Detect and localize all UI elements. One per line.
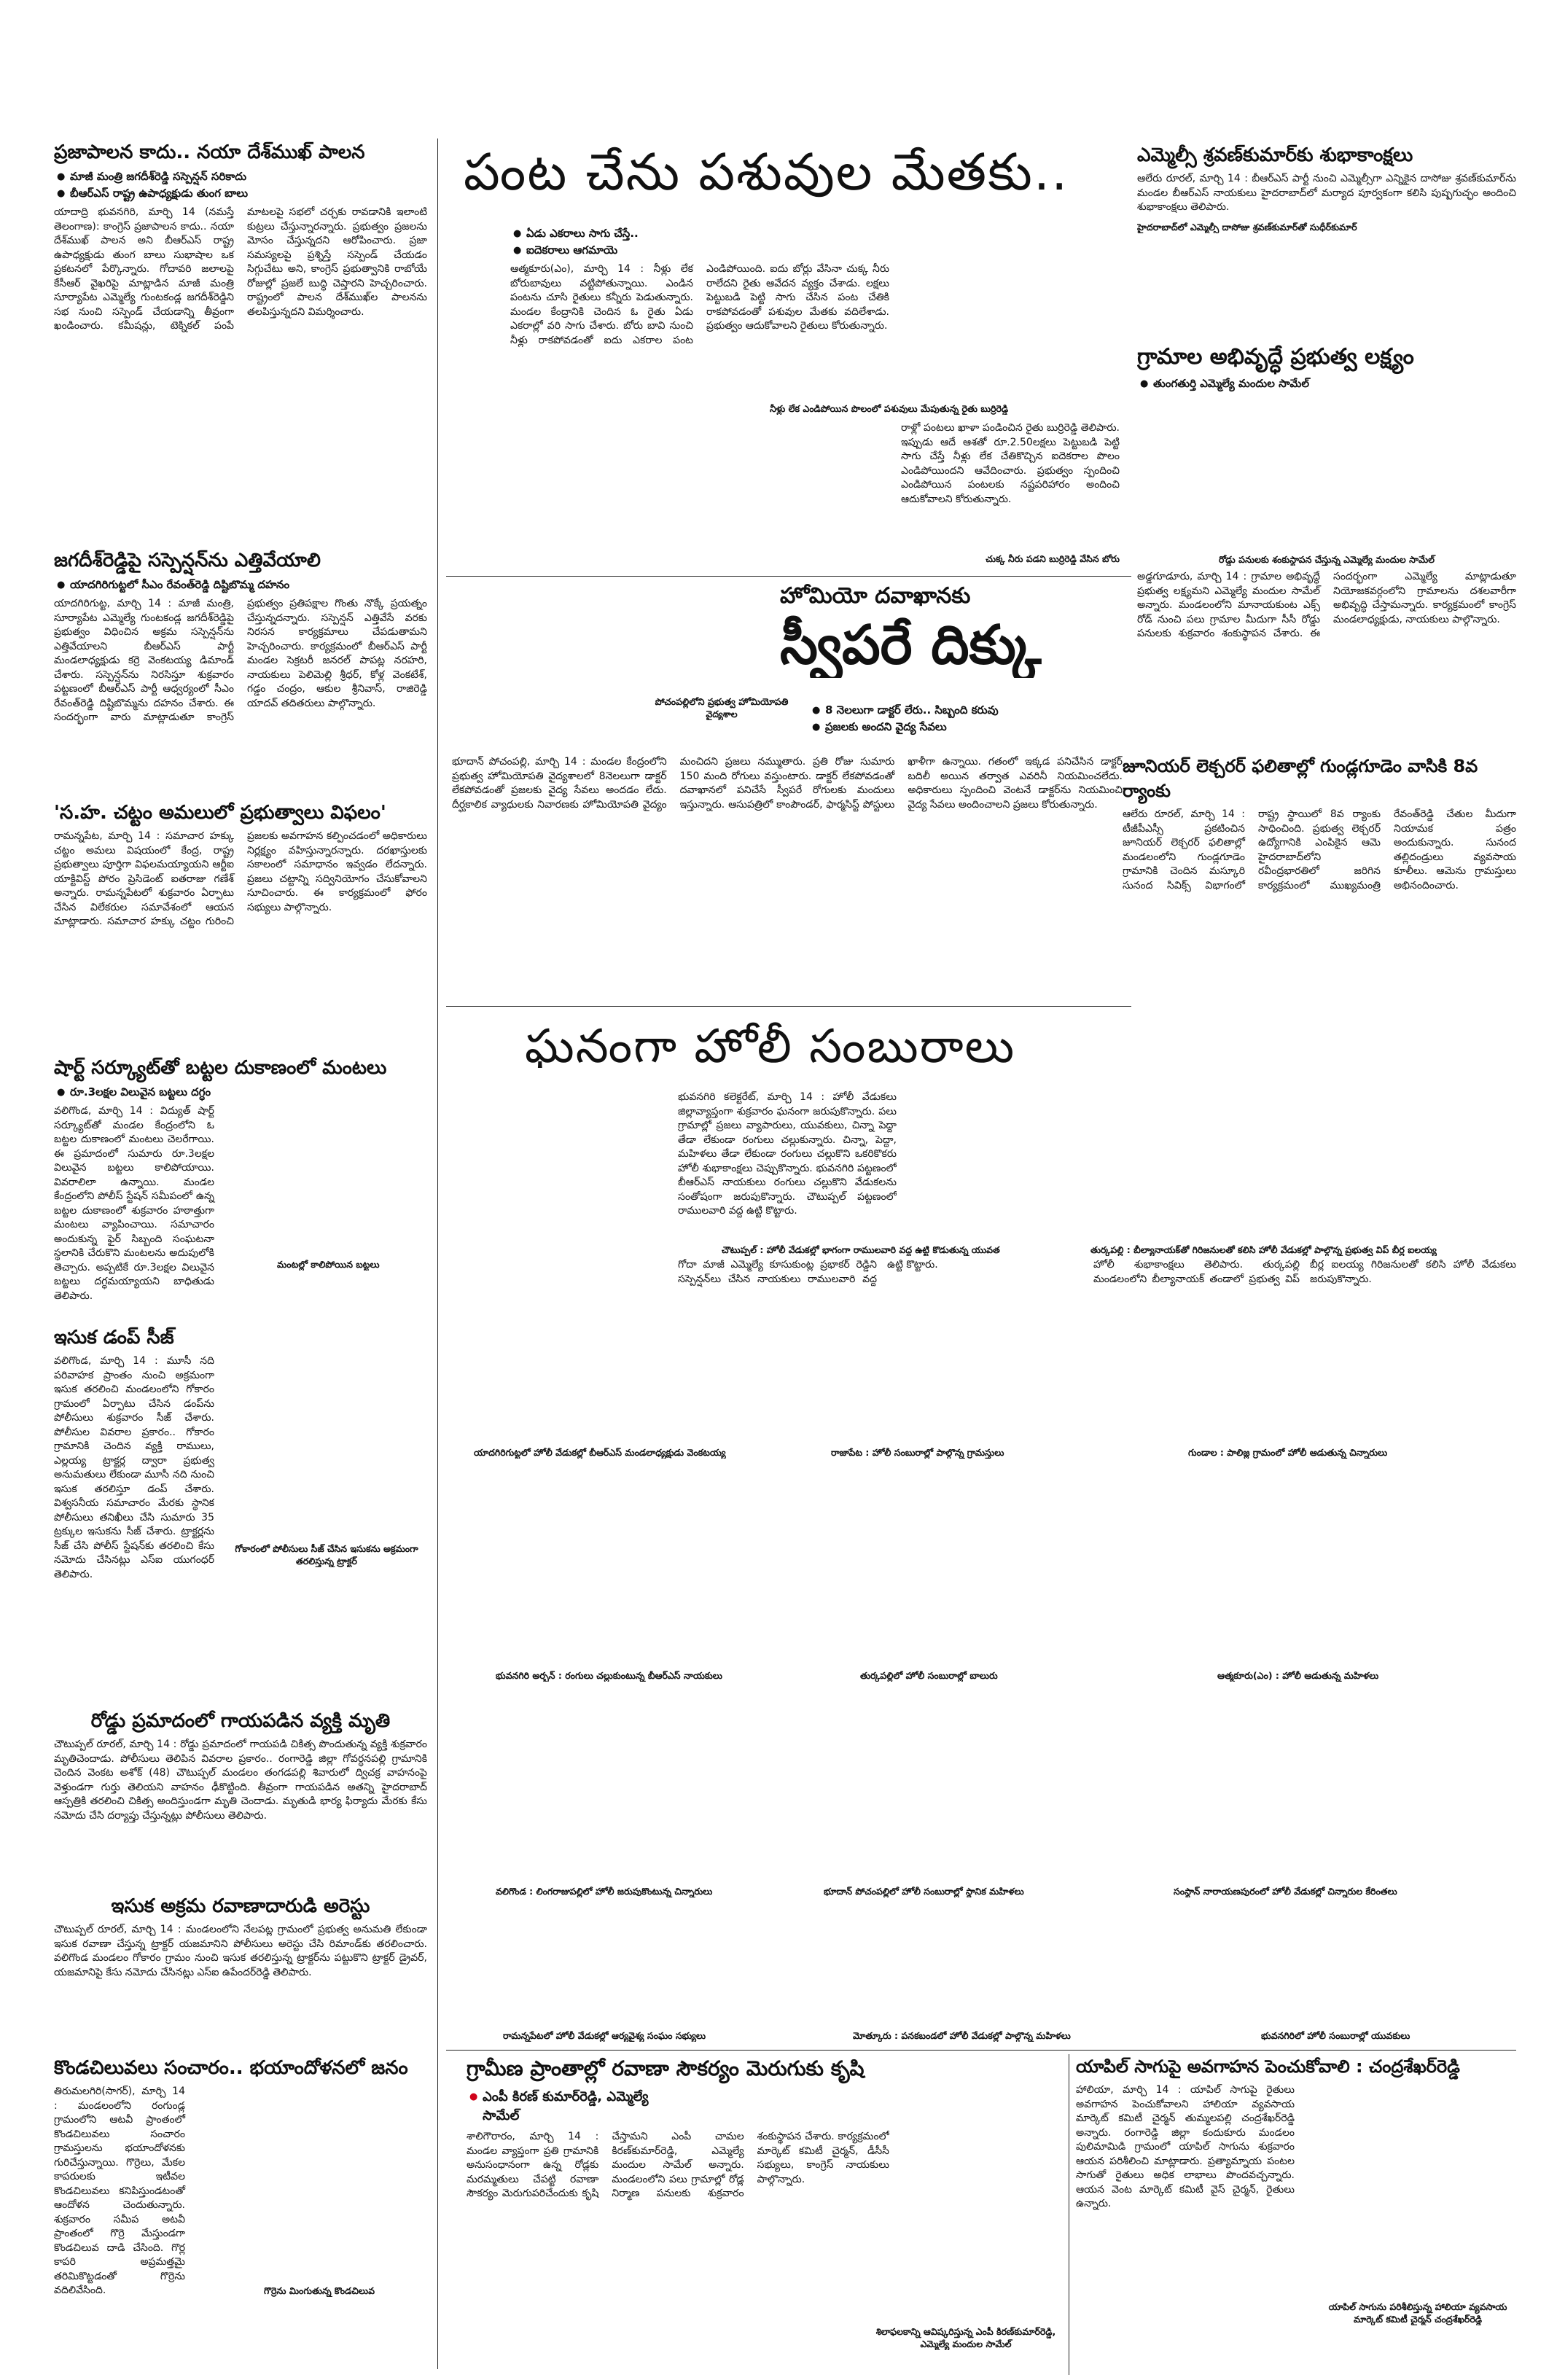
article-lecturer <box>1123 754 1516 1009</box>
photo-caption: శిలాఫలకాన్ని ఆవిష్కరిస్తున్న ఎంపీ కిరణ్‌కుమార్‌రెడ్డి, ఎమ్మెల్యే మందుల సామేల్ <box>875 2326 1056 2349</box>
headline: గ్రామాల అభివృద్ధే ప్రభుత్వ లక్ష్యం <box>1137 344 1414 370</box>
photo-caption: మోత్కూరు : పనకబండలో హోలీ వేడుకల్లో పాల్గొన్న మహిళలు <box>853 2030 1071 2041</box>
bullet: ● ప్రజలకు అందని వైద్య సేవలు <box>825 719 1123 735</box>
headline: 'స.హ. చట్టం అమలులో ప్రభుత్వాలు విఫలం' <box>54 802 386 824</box>
article-body: హాలియా, మార్చి 14 : యాపిల్ సాగుపై రైతులు అవగాహన పెంచుకోవాలని హాలియా వ్యవసాయ మార్కెట్ కమిటీ చైర్మన్ తుమ్మలపల్లి చంద్రశేఖర్‌రెడ్డి అన్నారు. రంగారెడ్డి జిల్లా కందుకూరు మండలం పులిమామిడి గ్రామంలో యాపిల్ సాగును శుక్రవారం ఆయన పరిశీలించి మాట్లాడారు. ప్రత్యామ్నాయ పంటల సాగుతో రైతులు అధిక లాభాలు పొందవచ్చన్నారు. ఆయన వెంట మార్కెట్ కమిటీ వైస్ చైర్మన్, రైతులు ఉన్నారు. <box>1076 2084 1295 2209</box>
photo-caption: సంస్థాన్ నారాయణపురంలో హోలీ వేడుకల్లో చిన్నారుల కేరింతలు <box>1174 1886 1397 1897</box>
bullet: ● 8 నెలలుగా డాక్టర్ లేరు.. సిబ్బంది కరువు <box>825 703 1123 718</box>
article-jagadish-suspension <box>54 548 427 796</box>
article-body: ఆలేరు రూరల్, మార్చి 14 : టీజీపీఎస్సీ ప్రకటించిన జూనియర్ లెక్చరర్ ఫలితాల్లో మండలంలోని గుండ్లగూడెం గ్రామానికి చెందిన మస్కూరి సునంద సివిక్స్ విభాగంలో రాష్ట్ర స్థాయిలో 8వ ర్యాంకు సాధించింది. ప్రభుత్వ లెక్చరర్ ఉద్యోగానికి ఎంపికైన ఆమె హైదరాబాద్‌లోని రవీంద్రభారతిలో జరిగిన కార్యక్రమంలో ముఖ్యమంత్రి రేవంత్‌రెడ్డి చేతుల మీదుగా నియామక పత్రం అందుకున్నారు. సునంద తల్లిదండ్రులు వ్యవసాయ కూలీలు. ఆమెను గ్రామస్తులు అభినందించారు. <box>1123 808 1516 891</box>
photo-caption: భువనగిరి అర్బన్ : రంగులు చల్లుకుంటున్న బీఆర్ఎస్ నాయకులు <box>496 1670 722 1681</box>
photo-caption: హైదరాబాద్‌లో ఎమ్మెల్సీ దాసోజు శ్రవణ్‌కుమార్‌తో సుధీర్‌కుమార్ <box>1137 221 1357 233</box>
photo-caption: యాదగిరిగుట్టలో హోలీ వేడుకల్లో బీఆర్ఎస్ మండలాధ్యక్షుడు వెంకటయ్య <box>474 1447 726 1458</box>
photo-caption: ఆత్మకూరు(ఎం) : హోలీ ఆడుతున్న మహిళలు <box>1217 1670 1379 1681</box>
article-body: ఆత్మకూరు(ఎం), మార్చి 14 : నీళ్లు లేక బోరుబావులు వట్టిపోతున్నాయి. ఎండిన పంటను చూసి రైతులు కన్నీరు పెడుతున్నారు. మండల కేంద్రానికి చెందిన ఓ రైతు ఏడు ఎకరాల్లో వరి సాగు చేశారు. బోరు బావి నుంచి నీళ్లు రాకపోవడంతో ఐదు ఎకరాల పంట ఎండిపోయింది. ఐదు బోర్లు వేసినా చుక్క నీరు రాలేదని రైతు ఆవేదన వ్యక్తం చేశాడు. లక్షలు పెట్టుబడి పెట్టి సాగు చేసిన పంట చేతికి రాకపోవడంతో పశువుల మేతకు వదిలేశాడు. ప్రభుత్వం ఆదుకోవాలని రైతులు కోరుతున్నారు. <box>510 263 889 346</box>
photo-foundation <box>897 2107 1064 2311</box>
photo-caption: మంటల్లో కాలిపోయిన బట్టలు <box>277 1259 380 1270</box>
article-rti <box>54 800 427 1048</box>
article-body: వలిగొండ, మార్చి 14 : విద్యుత్ షార్ట్ సర్క్యూట్‌తో మండల కేంద్రంలోని ఓ బట్టల దుకాణంలో మంటలు చెలరేగాయి. ఈ ప్రమాదంలో సుమారు రూ.3లక్షల విలువైన బట్టలు కాలిపోయాయి. వివరాలిలా ఉన్నాయి. మండల కేంద్రంలోని పోలీస్ స్టేషన్ సమీపంలో ఉన్న బట్టల దుకాణంలో శుక్రవారం హఠాత్తుగా మంటలు వ్యాపించాయి. సమాచారం అందుకున్న ఫైర్ సిబ్బంది సంఘటనా స్థలానికి చేరుకొని మంటలను అదుపులోకి తెచ్చారు. అప్పటికే రూ.3లక్షల విలువైన బట్టలు దగ్ధమయ్యాయని బాధితుడు తెలిపారు. <box>54 1105 214 1302</box>
headline: ఇసుక అక్రమ రవాణాదారుడి అరెస్టు <box>111 1895 370 1917</box>
lead-headline: పంట చేను పశువుల మేతకు.. <box>464 142 1069 202</box>
column-rule <box>437 138 438 2369</box>
headline: రోడ్డు ప్రమాదంలో గాయపడిన వ్యక్తి మృతి <box>90 1710 391 1732</box>
photo-road <box>1137 393 1516 553</box>
photo-holi-2 <box>1123 1079 1516 1239</box>
headline: కొండచిలువలు సంచారం.. భయాందోళనలో జనం <box>54 2057 408 2079</box>
photo-caption: భువనగిరిలో హోలీ సంబురాల్లో యువకులు <box>1261 2030 1410 2041</box>
holi-article <box>678 1086 897 1239</box>
article-body: వలిగొండ, మార్చి 14 : మూసీ నది పరివాహక ప్రాంతం నుంచి అక్రమంగా ఇసుక తరలించి మండలంలోని గోకారం గ్రామంలో ఏర్పాటు చేసిన డంప్‌ను పోలీసులు శుక్రవారం సీజ్ చేశారు. పోలీసుల వివరాల ప్రకారం.. గోకారం గ్రామానికి చెందిన వ్యక్తి రాములు, ఎల్లయ్య ట్రాక్టర్ల ద్వారా ప్రభుత్వ అనుమతులు లేకుండా మూసీ నది నుంచి ఇసుక తరలిస్తూ డంప్ చేశారు. విశ్వసనీయ సమాచారం మేరకు స్థానిక పోలీసులు తనిఖీలు చేసి సుమారు 35 ట్రక్కుల ఇసుకను సీజ్ చేశారు. ట్రాక్టర్లను సీజ్ చేసి పోలీస్ స్టేషన్‌కు తరలించి కేసు నమోదు చేసినట్లు ఎస్ఐ యుగంధర్ తెలిపారు. <box>54 1355 214 1580</box>
photo-holi-1 <box>452 1079 678 1239</box>
photo-homeo <box>452 583 671 722</box>
headline: జగదీశ్‌రెడ్డిపై సస్పెన్షన్‌ను ఎత్తివేయాలి <box>54 550 321 571</box>
lead-article <box>510 225 889 567</box>
photo-caption: రాజాపేట : హోలీ సంబురాల్లో పాల్గొన్న గ్రామస్తులు <box>831 1447 1004 1458</box>
photo-field <box>901 219 1120 401</box>
headline: జూనియర్ లెక్చరర్ ఫలితాల్లో గుండ్లగూడెం వాసికి 8వ ర్యాంకు <box>1123 756 1478 801</box>
article-body: యాదాద్రి భువనగిరి, మార్చి 14 (నమస్తే తెలంగాణ): కాంగ్రెస్ ప్రజాపాలన కాదు.. నయా దేశ్‌ముఖ్ పాలన అని బీఆర్ఎస్ రాష్ట్ర ఉపాధ్యక్షుడు తుంగ బాలు సుభాషాల ఒక ప్రకటనలో పేర్కొన్నారు. గోదావరి జలాలపై కేసీఆర్ వైఖరిపై మాట్లాడిన మాజీ మంత్రి సూర్యాపేట ఎమ్మెల్యే గుంటకండ్ల జగదీశ్‌రెడ్డిని సభ నుంచి సస్పెండ్ చేయడాన్ని తీవ్రంగా ఖండించారు. కమీషన్లు, టెక్నికల్ పంపే మాటలపై సభలో చర్చకు రావడానికి ఇలాంటి కుట్రలు చేస్తున్నారన్నారు. ప్రభుత్వం ప్రజలను మోసం చేస్తున్నదని ఆరోపించారు. ప్రజా సమస్యలపై ప్రశ్నిస్తే సస్పెండ్ చేయడం సిగ్గుచేటు అని, కాంగ్రెస్ ప్రభుత్వానికి రాబోయే రోజుల్లో ప్రజలే బుద్ధి చెప్తారని హెచ్చరించారు. రాష్ట్రంలో పాలన దేశ్‌ముఖ్‌ల పాలనను తలపిస్తున్నదని విమర్శించారు. <box>54 206 427 332</box>
bullet: ● ఎంపీ కిరణ్ కుమార్‌రెడ్డి, ఎమ్మెల్యే సామేల్ <box>483 2088 657 2126</box>
article-body: యాదగిరిగుట్ట, మార్చి 14 : మాజీ మంత్రి, సూర్యాపేట ఎమ్మెల్యే గుంటకండ్ల జగదీశ్‌రెడ్డిపై ప్రభుత్వం విధించిన అక్రమ సస్పెన్షన్‌ను ఎత్తివేయాలని బీఆర్ఎస్ పార్టీ మండలాధ్యక్షుడు కర్రె వెంకటయ్య డిమాండ్ చేశారు. సస్పెన్షన్‌ను నిరసిస్తూ శుక్రవారం పట్టణంలో బీఆర్ఎస్ పార్టీ ఆధ్వర్యంలో సీఎం రేవంత్‌రెడ్డి దిష్టిబొమ్మను దహనం చేశారు. ఈ సందర్భంగా వారు మాట్లాడుతూ కాంగ్రెస్ ప్రభుత్వం ప్రతిపక్షాల గొంతు నొక్కే ప్రయత్నం చేస్తున్నదన్నారు. సస్పెన్షన్ ఎత్తివేసే వరకు నిరసన కార్యక్రమాలు చేపడుతామని హెచ్చరించారు. కార్యక్రమంలో బీఆర్ఎస్ పార్టీ మండల సెక్రటరీ జనరల్ పాపట్ల నరహరి, నాయకులు పెలిమెల్లి శ్రీధర్, కోళ్ల వెంకటేశ్, గడ్డం చంద్రం, ఆకుల శ్రీనివాస్, రాజిరెడ్డి యాదవ్ తదితరులు పాల్గొన్నారు. <box>54 598 427 723</box>
photo-caption: తుర్కపల్లి : బీల్యానాయక్‌తో గిరిజనులతో కలిసి హోలీ వేడుకల్లో పాల్గొన్న ప్రభుత్వ విప్ బీర్ల ఐలయ్య <box>1090 1244 1437 1255</box>
homeo-kicker: హోమియో దవాఖానకు <box>780 583 971 609</box>
article-body: ఆలేరు రూరల్, మార్చి 14 : బీఆర్ఎస్ పార్టీ నుంచి ఎమ్మెల్సీగా ఎన్నికైన దాసోజు శ్రవణ్‌కుమార్‌ను మండల బీఆర్ఎస్ నాయకులు హైదరాబాద్‌లో మర్యాద పూర్వకంగా కలిసి పుష్పగుచ్ఛం అందించి శుభాకాంక్షలు తెలిపారు. <box>1137 173 1516 213</box>
article-body: భువనగిరి కలెక్టరేట్, మార్చి 14 : హోలీ వేడుకలు జిల్లావ్యాప్తంగా శుక్రవారం ఘనంగా జరుపుకొన్నారు. పలు గ్రామాల్లో ప్రజలు వ్యాపారులు, యువకులు, చిన్నా పెద్దా తేడా లేకుండా రంగులు చల్లుకున్నారు. చిన్నా, పెద్దా, మహిళలు తేడా లేకుండా రంగులు చల్లుకొని ఒకరికొకరు హోలీ శుభాకాంక్షలు చెప్పుకొన్నారు. భువనగిరి పట్టణంలో బీఆర్ఎస్ నాయకులు రంగులు చల్లుకొని వేడుకలను సంతోషంగా జరుపుకొన్నారు. చౌటుప్పల్ పట్టణంలో రాములవారి వద్ద ఉట్టి కొట్టారు. <box>678 1091 897 1217</box>
rule <box>446 1006 1131 1007</box>
article-body: రామన్నపేట, మార్చి 14 : సమాచార హక్కు చట్టం అమలు విషయంలో కేంద్ర, రాష్ట్ర ప్రభుత్వాలు పూర్తిగా విఫలమయ్యాయని ఆర్టీఐ యాక్టివిస్ట్ పోరం ప్రెసిడెంట్ ఐతరాజు గణేశ్ అన్నారు. రామన్నపేటలో శుక్రవారం ఏర్పాటు చేసిన విలేకరుల సమావేశంలో ఆయన మాట్లాడారు. సమాచార హక్కు చట్టం గురించి ప్రజలకు అవగాహన కల్పించడంలో అధికారులు నిర్లక్ష్యం వహిస్తున్నారన్నారు. దరఖాస్తులకు సకాలంలో సమాధానం ఇవ్వడం లేదన్నారు. ప్రజలు చట్టాన్ని సద్వినియోగం చేసుకోవాలని సూచించారు. ఈ కార్యక్రమంలో ఫోరం సభ్యులు పాల్గొన్నారు. <box>54 830 427 927</box>
article-villages <box>1137 343 1516 773</box>
bullet: ● తుంగతుర్తి ఎమ్మెల్యే మందుల సామేల్ <box>1153 376 1516 391</box>
photo-caption: రోడ్డు పనులకు శంకుస్థాపన చేస్తున్న ఎమ్మెల్యే మందుల సామేల్ <box>1218 554 1435 565</box>
article-body: భూదాన్ పోచంపల్లి, మార్చి 14 : మండల కేంద్రంలోని ప్రభుత్వ హోమియోపతి వైద్యశాలలో 8నెలలుగా డాక్టర్ లేకపోవడంతో ప్రజలకు వైద్య సేవలు అందడం లేదు. దీర్ఘకాలిక వ్యాధులకు నివారణకు హోమియోపతి వైద్యం మంచిదని ప్రజలు నమ్ముతారు. ప్రతి రోజు సుమారు 150 మంది రోగులు వస్తుంటారు. డాక్టర్ లేకపోవడంతో దవాఖానలో పనిచేసే స్వీపరే రోగులకు మందులు ఇస్తున్నారు. ఆసుపత్రిలో కాంపౌండర్, ఫార్మసిస్ట్ పోస్టులు ఖాళీగా ఉన్నాయి. గతంలో ఇక్కడ పనిచేసిన డాక్టర్ బదిలీ అయిన తర్వాత ఎవరినీ నియమించలేదు. అధికారులు స్పందించి వెంటనే డాక్టర్‌ను నియమించి వైద్య సేవలు అందించాలని ప్రజలు కోరుతున్నారు. <box>452 756 1123 811</box>
article-road-accident <box>54 1709 427 1891</box>
rule <box>446 2050 1516 2051</box>
photo-caption: నీళ్లు లేక ఎండిపోయిన పొలంలో పశువులు మేపుతున్న రైతు బుర్రిరెడ్డి <box>770 403 1009 414</box>
photo-caption: యాపిల్ సాగును పరిశీలిస్తున్న హాలియా వ్యవసాయ మార్కెట్ కమిటీ చైర్మన్ చంద్రశేఖర్‌రెడ్డి <box>1328 2301 1507 2325</box>
homeo-headline: స్వీపరే దిక్కు <box>780 614 1042 676</box>
article-body: అడ్డగూడూరు, మార్చి 14 : గ్రామాల అభివృద్ధే ప్రభుత్వ లక్ష్యమని ఎమ్మెల్యే మందుల సామేల్ అన్నారు. మండలంలోని మానాయకుంట ఎక్స్ రోడ్ నుంచి పలు గ్రామాల మీదుగా సీసీ రోడ్డు పనులకు శుక్రవారం శంకుస్థాపన చేశారు. ఈ సందర్భంగా ఎమ్మెల్యే మాట్లాడుతూ నియోజకవర్గంలోని గ్రామాలను దశలవారీగా అభివృద్ధి చేస్తామన్నారు. కార్యక్రమంలో కాంగ్రెస్ మండలాధ్యక్షుడు, నాయకులు పాల్గొన్నారు. <box>1137 571 1516 639</box>
headline: షార్ట్ సర్క్యూట్‌తో బట్టల దుకాణంలో మంటలు <box>54 1057 387 1079</box>
headline: యాపిల్ సాగుపై అవగాహన పెంచుకోవాలి : చంద్రశేఖర్‌రెడ్డి <box>1076 2056 1460 2077</box>
headline: ప్రజాపాలన కాదు.. నయా దేశ్‌ముఖ్ పాలన <box>54 141 365 163</box>
photo-fire <box>225 1108 427 1254</box>
caption-body: గోదా మాజీ ఎమ్మెల్యే కూసుకుంట్ల ప్రభాకర్ రెడ్డిని సస్పెన్షన్‌లు చేసిన నాయకులు రాములవారి వద్ద ఉట్టి కొట్టారు. <box>678 1259 938 1285</box>
homeo-article <box>452 751 1123 999</box>
bullet: ● బీఆర్ఎస్ రాష్ట్ర ఉపాధ్యక్షుడు తుంగ బాలు <box>70 186 427 201</box>
photo-caption: గోకారంలో పోలీసులు సీజ్ చేసిన ఇసుకను అక్రమంగా తరలిస్తున్న ట్రాక్టర్ <box>235 1543 418 1566</box>
caption-body: హోలీ శుభాకాంక్షలు తెలిపారు. తుర్కపల్లి మండలంలోని బీల్యానాయక్ తండాలో ప్రభుత్వ విప్ బీర్ల ఐలయ్య గిరిజనులతో కలిసి హోలీ వేడుకలు జరుపుకొన్నారు. <box>1093 1259 1516 1285</box>
headline: గ్రామీణ ప్రాంతాల్లో రవాణా సౌకర్యం మెరుగుకు కృషి <box>467 2056 865 2080</box>
rule <box>446 576 1131 577</box>
article-body: చౌటుప్పల్ రూరల్, మార్చి 14 : మండలంలోని నేలపట్ల గ్రామంలో ప్రభుత్వ అనుమతి లేకుండా ఇసుక రవాణా చేస్తున్న ట్రాక్టర్ యజమానిని పోలీసులు అరెస్టు చేసి రిమాండ్‌కు తరలించారు. వలిగొండ మండలం గోకారం గ్రామం నుంచి ఇసుక తరలిస్తున్న ట్రాక్టర్‌ను పట్టుకొని ట్రాక్టర్ డ్రైవర్, యజమానిపై కేసు నమోదు చేసినట్లు ఎస్ఐ ఉపేందర్‌రెడ్డి తెలిపారు. <box>54 1924 427 1978</box>
bullet: ● మాజీ మంత్రి జగదీశ్‌రెడ్డి సస్పెన్షన్ సరికాదు <box>70 169 427 184</box>
photo-caption: గుండాల : పాలిజ్ల గ్రామంలో హోలీ ఆడుతున్న చిన్నారులు <box>1188 1447 1388 1458</box>
bullet: ● యాదగిరిగుట్టలో సీఎం రేవంత్‌రెడ్డి దిష్టిబొమ్మ దహనం <box>70 577 427 593</box>
photo-caption: చౌటుప్పల్ : హోలీ వేడుకల్లో భాగంగా రాములవారి వద్ద ఉట్టి కొడుతున్న యువత <box>722 1244 1000 1255</box>
article-sand-dump <box>54 1325 214 1704</box>
photo-sand <box>225 1334 427 1538</box>
photo-caption: చుక్క నీరు పడని బుర్రిరెడ్డి వేసిన బోరు <box>986 553 1120 564</box>
article-body: చౌటుప్పల్ రూరల్, మార్చి 14 : రోడ్డు ప్రమాదంలో గాయపడి చికిత్స పొందుతున్న వ్యక్తి శుక్రవారం మృతిచెందాడు. పోలీసులు తెలిపిన వివరాల ప్రకారం.. రంగారెడ్డి జిల్లా గోవర్ధనపల్లి గ్రామానికి చెందిన వెంకట అశోక్ (48) చౌటుప్పల్ మండలం తంగడపల్లి శివారులో ద్విచక్ర వాహనంపై వెళ్తుండగా గుర్తు తెలియని వాహనం ఢీకొట్టింది. తీవ్రంగా గాయపడిన అతన్ని హైదరాబాద్ ఆస్పత్రికి తరలించి చికిత్స అందిస్తుండగా మృతి చెందాడు. మృతుడి భార్య ఫిర్యాదు మేరకు కేసు నమోదు చేసి దర్యాప్తు చేస్తున్నట్లు పోలీసులు తెలిపారు. <box>54 1739 427 1822</box>
photo-caption: రామన్నపేటలో హోలీ వేడుకల్లో ఆర్యవైశ్య సంఘం సభ్యులు <box>503 2030 706 2041</box>
bullet: ● ఏడు ఎకరాలు సాగు చేస్తే.. <box>526 226 889 241</box>
photo-caption: వలిగొండ : లింగరాజుపల్లిలో హోలీ జరుపుకొంటున్న చిన్నారులు <box>496 1886 713 1897</box>
photo-caption: భూదాన్ పోచంపల్లిలో హోలీ సంబురాల్లో స్థానిక మహిళలు <box>824 1886 1024 1897</box>
homeo-bullets <box>809 701 1123 745</box>
bullet: ● రూ.3లక్షల విలువైన బట్టలు దగ్ధం <box>70 1085 427 1100</box>
article-praja-palana <box>54 140 427 548</box>
headline: ఎమ్మెల్సీ శ్రవణ్‌కుమార్‌కు శుభాకాంక్షలు <box>1137 144 1413 166</box>
photo-python <box>197 2099 427 2282</box>
photo-caption: తుర్కపల్లిలో హోలీ సంబురాల్లో బాలురు <box>860 1670 998 1681</box>
article-body: తిరుమలగిరి(సాగర్), మార్చి 14 : మండలంలోని రంగుండ్ల గ్రామంలోని ఆటవీ ప్రాంతంలో కొండచిలువలు సంచారం గ్రామస్తులను భయాందోళనకు గురిచేస్తున్నాయి. గొర్రెలు, మేకల కాపరులకు ఇటీవల కొండచిలువలు కనిపిస్తుండటంతో ఆందోళన చెందుతున్నారు. శుక్రవారం సమీప అటవీ ప్రాంతంలో గొర్రె మేస్తుండగా కొండచిలువ దాడి చేసింది. గొర్ల కాపరి అప్రమత్తమై తరిమికొట్టడంతో గొర్రెను వదిలివేసింది. <box>54 2086 185 2296</box>
article-sand-arrest <box>54 1894 427 2051</box>
holi-headline: ఘనంగా హోలీ సంబురాలు <box>525 1020 1016 1074</box>
photo-caption: పోచంపల్లిలోని ప్రభుత్వ హోమియోపతి వైద్యశాల <box>655 696 789 719</box>
headline: ఇసుక డంప్ సీజ్ <box>54 1327 174 1349</box>
bullet: ● ఐదెకరాలు ఆగమాయె <box>526 243 889 258</box>
article-body: శాలిగౌరారం, మార్చి 14 : మండల వ్యాప్తంగా ప్రతి గ్రామానికి అనుసంధానంగా ఉన్న రోడ్లకు మరమ్మతులు చేపట్టి రవాణా సౌకర్యం మెరుగుపరిచేందుకు కృషి చేస్తామని ఎంపీ చామల కిరణ్‌కుమార్‌రెడ్డి, ఎమ్మెల్యే మందుల సామేల్ అన్నారు. మండలంలోని పలు గ్రామాల్లో రోడ్ల నిర్మాణ పనులకు శుక్రవారం శంకుస్థాపన చేశారు. కార్యక్రమంలో మార్కెట్ కమిటీ చైర్మన్, డీసీసీ సభ్యులు, కాంగ్రెస్ నాయకులు పాల్గొన్నారు. <box>467 2131 889 2199</box>
photo-caption: గొర్రెను మింగుతున్న కొండచిలువ <box>264 2285 375 2296</box>
lead-col3: రాళ్లో పంటలు ఖాళా పండించిన రైతు బుర్రిరెడ్డి తెలిపారు. ఇప్పుడు ఆదే ఆశతో రూ.2.50లక్షలు పెట్టుబడి పెట్టి సాగు చేస్తే నీళ్లు లేక చేతికొచ్చిన ఐదెకరాల పొలం ఎండిపోయిందని ఆవేదించారు. ప్రభుత్వం స్పందించి ఎండిపోయిన పంటలకు నష్టపరిహారం అందించి ఆదుకోవాలని కోరుతున్నారు. <box>901 422 1120 505</box>
photo-apple <box>1312 2085 1516 2296</box>
article-shravan <box>1137 143 1516 325</box>
